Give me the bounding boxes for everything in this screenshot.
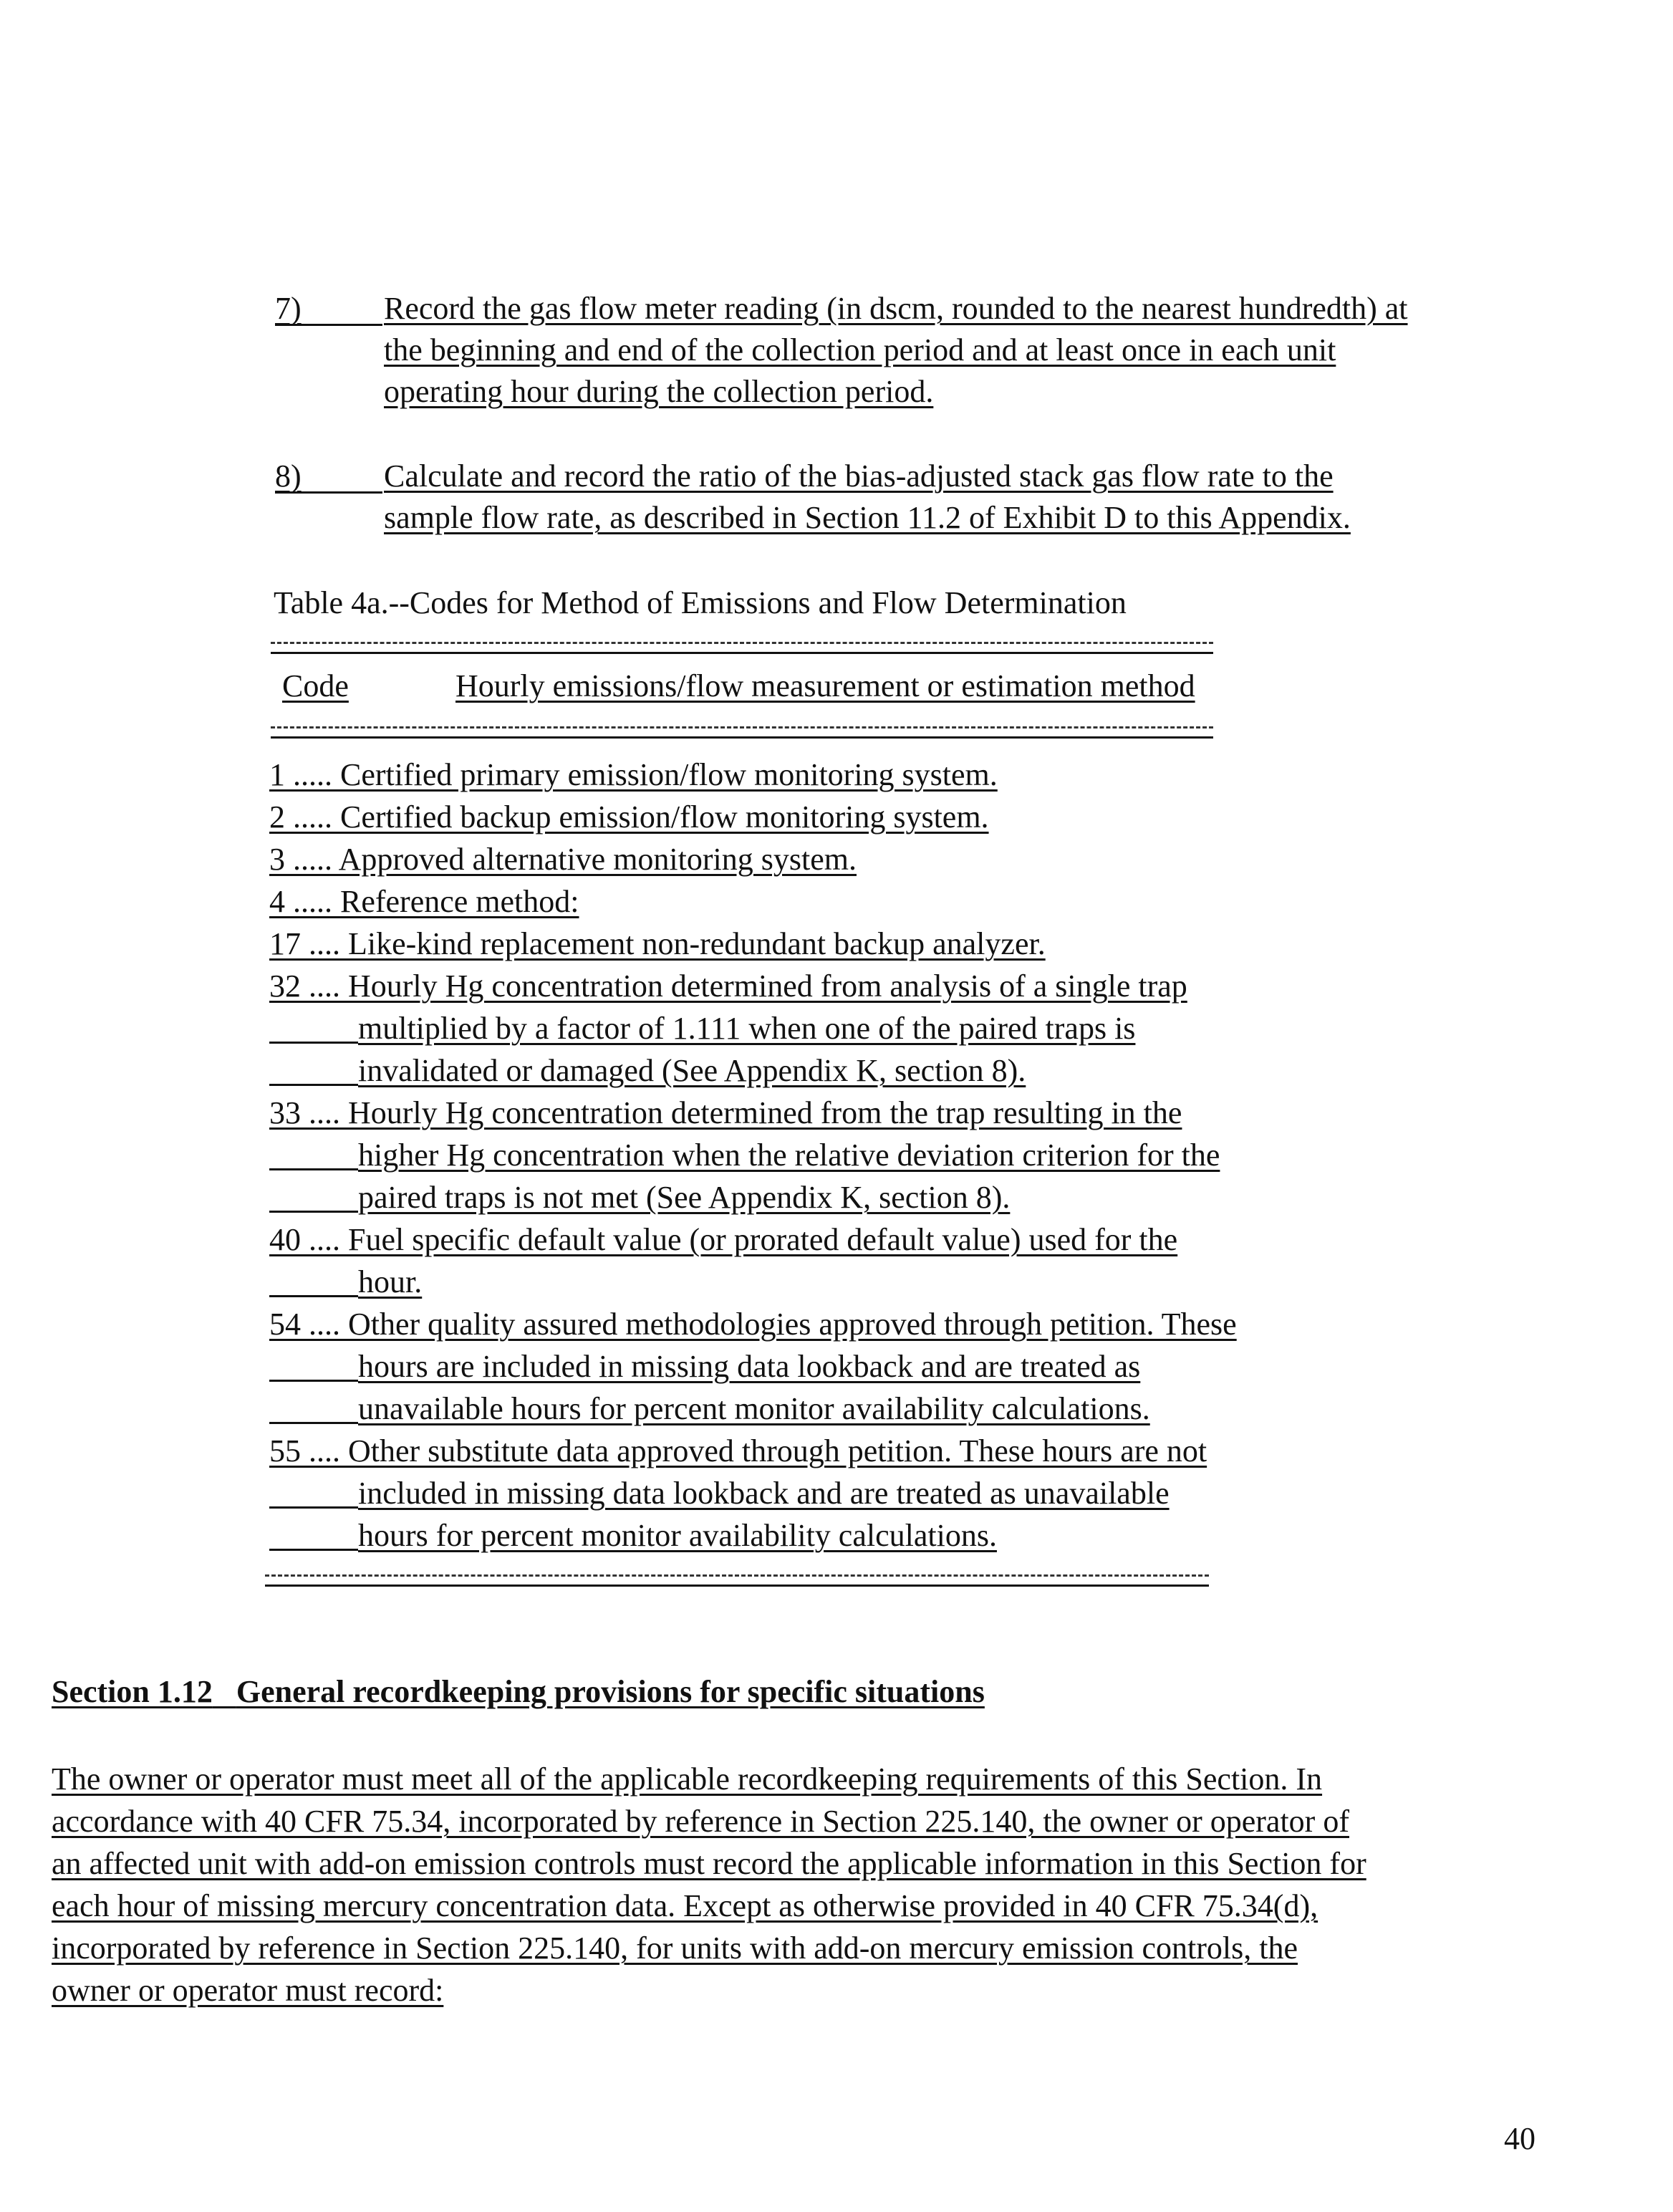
code-row-continuation xyxy=(269,1134,1415,1176)
code-list xyxy=(269,754,1415,1557)
table-top-solid-rule xyxy=(271,652,1213,654)
code-row: 54 .... Other quality assured methodologies approved through petition. These xyxy=(269,1307,1237,1342)
code-row-continuation xyxy=(269,1388,1415,1430)
continuation-text: multiplied by a factor of 1.111 when one of the paired traps is xyxy=(358,1011,1136,1046)
continuation-text: invalidated or damaged (See Appendix K, section 8). xyxy=(358,1053,1026,1088)
table-top-dashed-rule xyxy=(271,642,1213,644)
table-bottom-dashed-rule xyxy=(265,1574,1209,1577)
section-paragraph xyxy=(52,1758,1556,2011)
page-number: 40 xyxy=(1504,2121,1535,2156)
continuation-text: hours are included in missing data lookback and are treated as xyxy=(358,1349,1141,1384)
code-row-continuation xyxy=(269,1345,1415,1388)
section-heading xyxy=(52,1673,985,1710)
table-title: Table 4a.--Codes for Method of Emissions and Flow Determination xyxy=(274,585,1127,620)
item-line: sample flow rate, as described in Section 11.2 of Exhibit D to this Appendix. xyxy=(384,500,1351,535)
list-item-7 xyxy=(275,288,1535,413)
code-row: 2 ..... Certified backup emission/flow monitoring system. xyxy=(269,799,989,835)
section-number: Section 1.12 xyxy=(52,1674,213,1709)
item-body xyxy=(384,456,1535,539)
continuation-text: hours for percent monitor availability calculations. xyxy=(358,1518,997,1553)
continuation-text: hour. xyxy=(358,1264,423,1299)
paragraph-line: owner or operator must record: xyxy=(52,1973,444,2008)
code-row-continuation xyxy=(269,1176,1415,1218)
item-number: 8) xyxy=(275,456,382,494)
continuation-text: paired traps is not met (See Appendix K, section 8). xyxy=(358,1180,1011,1215)
code-row: 17 .... Like-kind replacement non-redundant backup analyzer. xyxy=(269,926,1046,961)
code-row: 55 .... Other substitute data approved through petition. These hours are not xyxy=(269,1433,1207,1468)
continuation-text: included in missing data lookback and are treated as unavailable xyxy=(358,1476,1170,1511)
code-row-continuation xyxy=(269,1007,1415,1049)
code-row: 40 .... Fuel specific default value (or prorated default value) used for the xyxy=(269,1222,1178,1257)
code-row-continuation xyxy=(269,1049,1415,1092)
continuation-text: higher Hg concentration when the relative deviation criterion for the xyxy=(358,1138,1220,1173)
table-header-code: Code xyxy=(282,668,349,703)
section-title: General recordkeeping provisions for specific situations xyxy=(236,1674,985,1709)
paragraph-line: an affected unit with add-on emission controls must record the applicable information in this Section for xyxy=(52,1846,1366,1881)
table-header-solid-rule xyxy=(271,736,1213,739)
paragraph-line: accordance with 40 CFR 75.34, incorporated by reference in Section 225.140, the owner or operator of xyxy=(52,1804,1349,1839)
continuation-text: unavailable hours for percent monitor availability calculations. xyxy=(358,1391,1150,1426)
code-row-continuation xyxy=(269,1514,1415,1557)
item-line: the beginning and end of the collection period and at least once in each unit xyxy=(384,332,1336,367)
code-row: 32 .... Hourly Hg concentration determined from analysis of a single trap xyxy=(269,968,1187,1004)
code-row-continuation xyxy=(269,1261,1415,1303)
paragraph-line: The owner or operator must meet all of the applicable recordkeeping requirements of this Section. In xyxy=(52,1761,1323,1797)
code-row: 3 ..... Approved alternative monitoring system. xyxy=(269,842,857,877)
item-line: Calculate and record the ratio of the bias-adjusted stack gas flow rate to the xyxy=(384,458,1334,494)
code-row: 1 ..... Certified primary emission/flow monitoring system. xyxy=(269,757,998,792)
table-header-method: Hourly emissions/flow measurement or estimation method xyxy=(455,668,1195,703)
paragraph-line: each hour of missing mercury concentration data. Except as otherwise provided in 40 CFR 75.34(d), xyxy=(52,1888,1318,1923)
table-header-dashed-rule xyxy=(271,726,1213,728)
list-item-8 xyxy=(275,456,1535,539)
item-body xyxy=(384,288,1535,413)
item-line: Record the gas flow meter reading (in dscm, rounded to the nearest hundredth) at xyxy=(384,291,1408,326)
code-row: 33 .... Hourly Hg concentration determined from the trap resulting in the xyxy=(269,1095,1182,1130)
item-line: operating hour during the collection period. xyxy=(384,374,934,409)
code-row-continuation xyxy=(269,1472,1415,1514)
paragraph-line: incorporated by reference in Section 225.140, for units with add-on mercury emission controls, the xyxy=(52,1930,1298,1966)
table-bottom-solid-rule xyxy=(265,1585,1209,1587)
code-row: 4 ..... Reference method: xyxy=(269,884,579,919)
item-number: 7) xyxy=(275,288,382,326)
